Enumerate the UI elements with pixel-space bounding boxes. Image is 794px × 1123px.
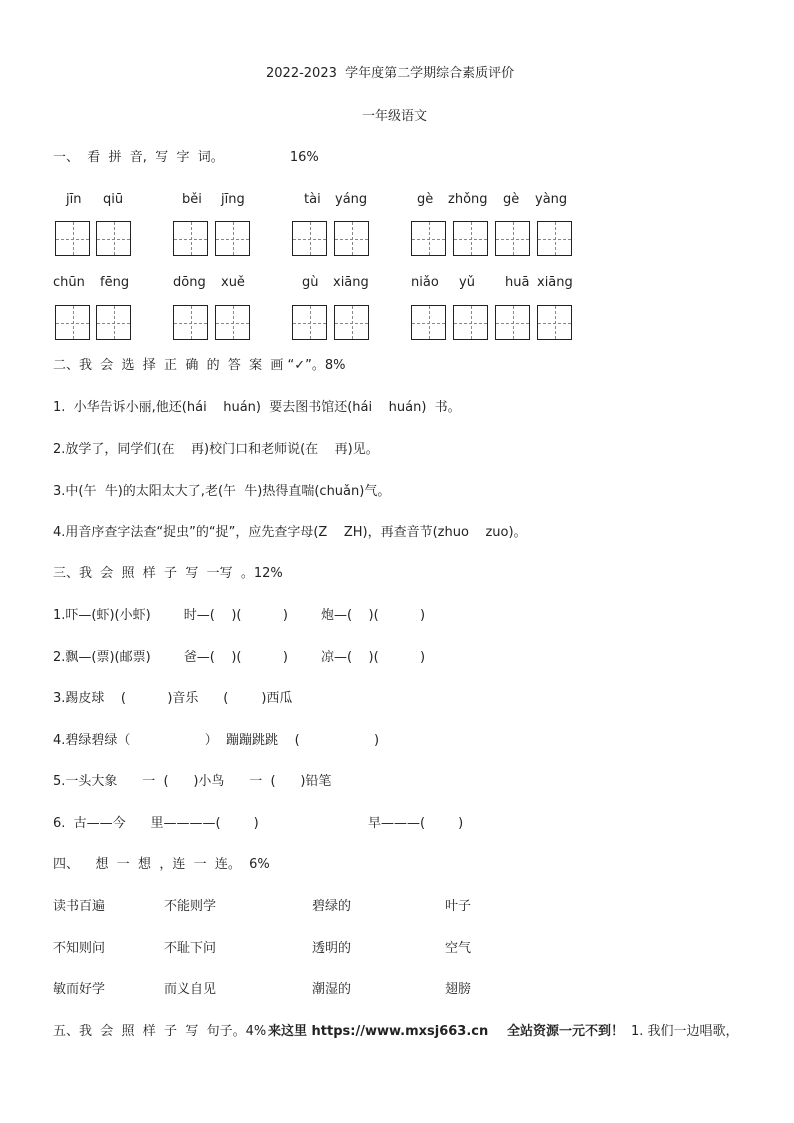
question-item: 1. 小华告诉小丽,他还(hái huán) 要去图书馆还(hái huán) 书。 bbox=[53, 400, 461, 415]
writing-box[interactable] bbox=[411, 305, 446, 340]
pinyin: gè bbox=[417, 192, 434, 207]
match-item: 不耻下问 bbox=[164, 941, 217, 956]
question-item: 4.用音序查字法查“捉虫”的“捉”，应先查字母(Z ZH)，再查音节(zhuo zuo)。 bbox=[53, 525, 527, 540]
question-item: 2.飘—(票)(邮票) 爸—( )( ) 凉—( )( ) bbox=[53, 650, 426, 665]
pinyin: huā bbox=[505, 275, 530, 290]
pinyin: yǔ bbox=[459, 275, 475, 290]
writing-box[interactable] bbox=[495, 305, 530, 340]
pinyin: dōng bbox=[173, 275, 206, 290]
pinyin: fēng bbox=[100, 275, 130, 290]
pinyin: zhǒng bbox=[448, 192, 488, 207]
pinyin: yáng bbox=[335, 192, 368, 207]
writing-box[interactable] bbox=[96, 305, 131, 340]
promo-text: 全站资源一元不到！ bbox=[507, 1024, 625, 1039]
question-item: 6. 古——今 里————( ) bbox=[53, 816, 259, 831]
pinyin: gè bbox=[503, 192, 520, 207]
writing-box[interactable] bbox=[292, 305, 327, 340]
question-item: 1.吓—(虾)(小虾) 时—( )( ) 炮—( )( ) bbox=[53, 608, 426, 623]
match-item: 空气 bbox=[445, 941, 472, 956]
writing-box[interactable] bbox=[173, 221, 208, 256]
pinyin: jīn bbox=[66, 192, 82, 207]
match-item: 敏而好学 bbox=[53, 982, 106, 997]
writing-box[interactable] bbox=[453, 221, 488, 256]
writing-box[interactable] bbox=[215, 221, 250, 256]
pinyin: xiāng bbox=[333, 275, 369, 290]
question-item: 3.中(午 牛)的太阳太大了,老(午 牛)热得直喘(chuǎn)气。 bbox=[53, 484, 391, 499]
writing-box[interactable] bbox=[537, 305, 572, 340]
section1-heading: 一、 看 拼 音, 写 字 词。 16% bbox=[53, 150, 319, 165]
writing-box[interactable] bbox=[495, 221, 530, 256]
pinyin: jīng bbox=[221, 192, 245, 207]
question-item: 1. 我们一边唱歌， bbox=[631, 1024, 739, 1039]
writing-box[interactable] bbox=[537, 221, 572, 256]
match-item: 潮湿的 bbox=[312, 982, 352, 997]
promo-link[interactable]: 来这里 https://www.mxsj663.cn bbox=[268, 1024, 489, 1039]
writing-box[interactable] bbox=[96, 221, 131, 256]
match-item: 叶子 bbox=[445, 899, 472, 914]
document-subtitle: 一年级语文 bbox=[362, 109, 428, 124]
pinyin: qiū bbox=[103, 192, 124, 207]
pinyin: niǎo bbox=[411, 275, 439, 290]
writing-box[interactable] bbox=[215, 305, 250, 340]
section5-heading: 五、我 会 照 样 子 写 句子。4% bbox=[53, 1024, 267, 1039]
match-item: 碧绿的 bbox=[312, 899, 352, 914]
match-item: 翅膀 bbox=[445, 982, 472, 997]
section2-heading: 二、我 会 选 择 正 确 的 答 案 画 “✓”。8% bbox=[53, 358, 346, 373]
writing-box[interactable] bbox=[55, 305, 90, 340]
question-item: 3.踢皮球 ( )音乐 ( )西瓜 bbox=[53, 691, 293, 706]
pinyin: xiāng bbox=[537, 275, 573, 290]
match-item: 透明的 bbox=[312, 941, 352, 956]
question-item-part: 早———( ) bbox=[368, 816, 464, 831]
match-item: 而义自见 bbox=[164, 982, 217, 997]
question-item: 2.放学了，同学们(在 再)校门口和老师说(在 再)见。 bbox=[53, 442, 379, 457]
pinyin: tài bbox=[304, 192, 321, 207]
pinyin: gù bbox=[302, 275, 319, 290]
match-item: 不能则学 bbox=[164, 899, 217, 914]
writing-box[interactable] bbox=[334, 305, 369, 340]
pinyin: xuě bbox=[221, 275, 245, 290]
pinyin: běi bbox=[182, 192, 202, 207]
writing-box[interactable] bbox=[173, 305, 208, 340]
pinyin: chūn bbox=[53, 275, 85, 290]
match-item: 读书百遍 bbox=[53, 899, 106, 914]
pinyin: yàng bbox=[535, 192, 568, 207]
section3-heading: 三、我 会 照 样 子 写 一写 。12% bbox=[53, 566, 283, 581]
writing-box[interactable] bbox=[334, 221, 369, 256]
writing-box[interactable] bbox=[292, 221, 327, 256]
document-title: 2022-2023 学年度第二学期综合素质评价 bbox=[266, 66, 515, 81]
section4-heading: 四、 想 一 想 ，连 一 连。 6% bbox=[53, 857, 270, 872]
question-item: 4.碧绿碧绿（ ） 蹦蹦跳跳 ( ) bbox=[53, 733, 380, 748]
writing-box[interactable] bbox=[453, 305, 488, 340]
writing-box[interactable] bbox=[411, 221, 446, 256]
match-item: 不知则问 bbox=[53, 941, 106, 956]
question-item: 5.一头大象 一 ( )小鸟 一 ( )铅笔 bbox=[53, 774, 332, 789]
writing-box[interactable] bbox=[55, 221, 90, 256]
